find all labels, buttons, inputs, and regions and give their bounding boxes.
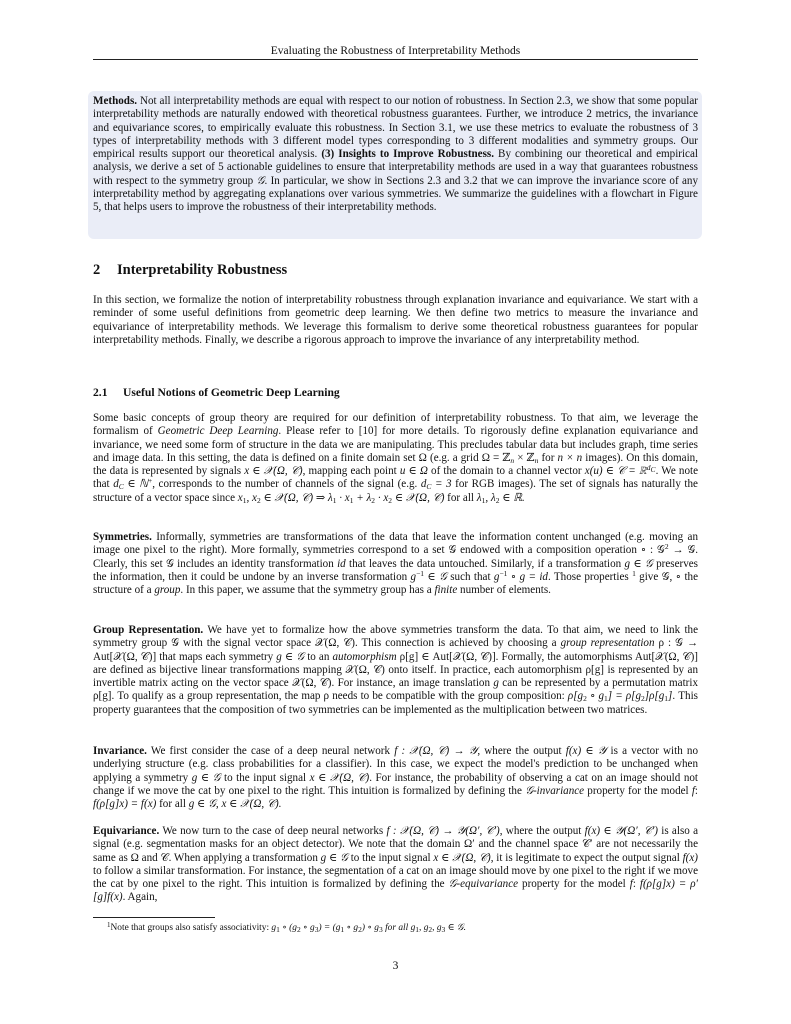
math: ) ∘ g [361,923,379,933]
paragraph-invariance [93,745,698,811]
math: n × n [557,451,583,464]
math: f(x) ∈ 𝒴 [565,745,607,757]
text: → 𝒢. Clearly, this set 𝒢 includes an identity transformation [93,544,698,570]
math: id [539,570,548,583]
text: is a vector with no underlying structure (e.g. class probabilities for a classifier). In this case, we expect the model's prediction to be unchanged when applying a symmetry [93,745,699,784]
math: ∈ 𝒢. [445,923,466,933]
text: to the input signal [220,771,310,784]
math: 2 [664,542,669,552]
text: that leaves the data untouched. Similarly, if a transformation [345,557,625,570]
paragraph-group-representation [93,624,698,717]
paragraph-symmetries [93,531,698,597]
text: for RGB images). The set of signals has naturally the structure of a vector space since [93,478,698,504]
text: , corresponds to the number of channels of the signal (e.g. [152,478,421,491]
text: property for the model [584,784,692,797]
text: to an [304,650,333,663]
paragraph-equivariance [93,825,698,905]
math: · x [336,491,350,504]
text: Informally, symmetries are transformations of the data that leave the information content unchanged (e.g. moving an image one pixel to the right). More formally, symmetries correspond to a set 𝒢 endowed with a composition operation ∘ : 𝒢 [93,531,698,557]
paragraph-basic-concepts [93,412,698,505]
text: to follow a similar transformation. For instance, the segmentation of a cat on an image should move by one pixel to the right if we move the cat by one pixel to the right. This intuition is formalized by defining the [93,864,698,891]
math: ∈ ℕ [123,478,148,491]
math: ] [668,690,673,703]
math: g ∈ 𝒢 [191,771,221,784]
math: g [271,923,277,933]
highlight-paragraph [93,95,698,215]
math: 2 [583,694,587,704]
text: , where the output [499,825,585,837]
math: d [113,478,119,491]
math: x [237,491,243,504]
insights-label: (3) Insights to Improve Robustness. [321,148,495,161]
text-italic: group [154,584,181,597]
math: 2 [371,495,376,505]
text-italic: 𝒢-equivariance [448,878,519,891]
math: ∘ (g [279,923,297,933]
math: 2 [256,495,261,505]
math: f [629,878,633,891]
page-number: 3 [392,960,399,972]
text: give 𝒢, ∘ the structure of a [93,570,698,597]
footnote [107,922,698,934]
math: −1 [499,568,508,578]
math: d [420,478,427,491]
text: We first consider the case of a deep neural network [146,745,395,757]
insights-text-2: . In particular, we show in Sections 2.3 and 3.2 that we can improve the invariance score of any interpretability method by aggregating explanations over various symmetries. We summarize the guidelines with a flowchart in Figure 5, that helps users to improve the robustness of their interpretability methods. [93,174,698,214]
text: for [538,451,558,464]
math: λ [476,491,482,504]
math: ) = (g [318,923,341,933]
text: . Those properties [547,570,633,583]
math: ∈ 𝒳(Ω, 𝒞) ⇒ λ [260,491,333,504]
math: g ∈ 𝒢 [624,557,653,570]
subsection-title: Useful Notions of Geometric Deep Learning [123,386,340,399]
math: u ∈ Ω [399,465,428,478]
text: for all [444,491,477,504]
text-italic: group representation [560,637,655,650]
math: d [646,463,651,473]
math: 1 [349,495,354,505]
math: f(ρ[g]x) = f(x) [93,798,157,811]
math: , g [432,923,442,933]
footnote-mark: 1 [107,921,111,929]
text: We now turn to the case of deep neural networks [159,825,387,837]
math: C [118,482,124,492]
math: for all g [382,923,416,933]
math: g [493,570,500,583]
math: 2 [388,495,393,505]
math: −1 [416,568,425,578]
math: x ∈ 𝒳(Ω, 𝒞) [433,851,491,864]
math: ∈ ℝ. [499,491,525,504]
math: f(x) ∈ 𝒴(Ω′, 𝒞′) [584,825,658,837]
footnote-text: Note that groups also satisfy associativity: [110,923,272,933]
math: x ∈ 𝒳(Ω, 𝒞) [244,465,303,478]
paragraph-label: Group Representation. [93,624,204,636]
methods-text: Not all interpretability methods are equal with respect to our notion of robustness. In Section 2.3, we show that some popular interpretability methods are naturally endowed with theoretical robustness guarantees. Further, we introduce 2 metrics, the invariance and equivariance scores, to empirically evaluate this robustness. In Section 3.1, we use these metrics to evaluate the robustness of 3 types of interpretability methods with 3 different model types corresponding to 3 different modalities and symmetry groups. Our empirical results support our theoretical analysis. [93,95,698,161]
text-italic: Geometric Deep Learning [157,425,279,438]
insights-text-1: By combining our theoretical and empirical analysis, we derive a set of 5 actionable guidelines to ensure that interpretability methods are used in a way that guarantees robustness with respect to the symmetry group [93,148,698,187]
text: × ℤ [514,451,535,464]
math: C [650,465,656,475]
text-italic: 𝒢-invariance [525,784,585,797]
math: ]ρ[g [644,690,665,703]
math: n [534,455,539,465]
text: to the input signal [347,851,434,864]
math: f [691,784,695,797]
math: 1 [481,495,486,505]
math: 2 [495,495,500,505]
math: g [410,570,417,583]
text: Some basic concepts of group theory are required for our definition of interpretability robustness. To that aim, we leverage the formalism of [93,412,698,438]
math: g ∈ 𝒢 [276,650,305,663]
text-italic: finite [434,584,458,597]
text: can be represented by a permutation matrix ρ[g]. To qualify as a group representation, the map ρ needs to be compatible with the group composition: [93,677,698,703]
section-number: 2 [93,262,101,278]
math: 3 [314,925,319,934]
paragraph-label: Invariance. [93,745,147,757]
text: for all [156,798,189,811]
text-italic: id [337,557,346,570]
text: . In this paper, we assume that the symmetry group has a [180,584,435,597]
footnote-mark: 1 [632,568,636,578]
math: ] = ρ[g [607,690,642,703]
text: We have yet to formalize how the above symmetries transform the data. To that aim, we need to link the symmetry group 𝒢 with the signal vector space 𝒳(Ω, 𝒞). This connection is achieved by choosing a [93,624,698,650]
math: 1 [276,925,280,934]
text: ρ : 𝒢 → Aut[𝒳(Ω, 𝒞)] that maps each symmetry [93,637,699,663]
math: f(x) [682,851,698,864]
math: g ∈ 𝒢, x ∈ 𝒳(Ω, 𝒞). [188,798,282,811]
text: . Again, [122,891,158,904]
math: g ∈ 𝒢 [320,851,348,864]
text: : [632,878,640,891]
text: , it is legitimate to expect the output signal [490,851,683,864]
insights-group: 𝒢 [256,174,265,187]
text: . Please refer to [10] for more details. To rigorously define explanation equivariance and invariance, we need some form of structure in the data we are manipulating. This precludes tabular data but includes graph, time series and image data. In this setting, the data is defined on a finite domain set Ω (e.g. a grid Ω = ℤ [93,425,699,464]
text: of the domain to a channel vector [427,465,585,478]
math: 3 [441,925,446,934]
text: images). On this domain, the data is represented by signals [93,451,698,478]
math: 1 [340,925,345,934]
math: C [426,482,432,492]
footnote-rule [93,917,215,918]
math: 1 [415,925,420,934]
text: preserves the information, then it could be undone by an inverse transformation [93,557,698,583]
text: such that [446,570,494,583]
math: 1 [604,694,608,704]
math: 2 [428,925,433,934]
text: . For instance, the probability of observing a cat on an image should not change if we move the cat by one pixel to the right. This intuition is formalized by defining the [93,771,698,797]
section-title: Interpretability Robustness [117,262,288,278]
math: 2 [641,694,645,704]
math: f(ρ[g]x) = ρ′[g]f(x) [93,878,698,904]
math: x ∈ 𝒳(Ω, 𝒞) [309,771,370,784]
subsection-heading [93,386,698,400]
math: ∘ g = [507,570,540,583]
text: : [694,784,698,797]
text: number of elements. [457,584,551,597]
header-rule [93,59,698,60]
paragraph-label: Equivariance. [93,825,160,837]
text: . This property guarantees that the composition of two symmetries can be implemented as the multiplication between two matrices. [93,690,698,716]
section-intro [93,294,698,347]
math: 2 [358,925,362,934]
math: + λ [353,491,372,504]
math: · x [375,491,389,504]
math: n [510,455,515,465]
text: , where the output [477,745,566,757]
section-heading [93,262,698,279]
text: . We note that [93,465,698,491]
math: + [147,476,153,486]
running-head: Evaluating the Robustness of Interpretability Methods [270,45,521,57]
math: ∘ g [586,690,605,703]
math: ∈ 𝒢 [424,570,447,583]
math: ρ[g [567,690,584,703]
math: 3 [378,925,383,934]
math: ∈ 𝒳(Ω, 𝒞) [392,491,445,504]
subsection-number: 2.1 [93,386,108,399]
math: 1 [242,495,247,505]
methods-label: Methods. [93,95,138,107]
text-italic: automorphism [332,650,397,663]
math: ∘ g [300,923,315,933]
math: f : 𝒳(Ω, 𝒞) → 𝒴 [394,745,478,757]
math: , x [246,491,257,504]
math: = 3 [431,478,452,491]
math: ∘ g [344,923,359,933]
math: g [493,677,499,690]
section-intro-text: In this section, we formalize the notion of interpretability robustness through explanation invariance and equivariance. We start with a reminder of some useful definitions from geometric deep learning. We then define two metrics to measure the invariance and equivariance of interpretability methods. We leverage this formalism to derive some theoretical robustness guarantees for popular interpretability methods. Finally, we describe a rigorous approach to improve the invariance of any interpretability method. [93,294,698,346]
math: 2 [296,925,301,934]
text: property for the model [518,878,630,891]
text: , mapping each point [302,465,400,478]
math: 1 [332,495,337,505]
math: 1 [664,694,669,704]
math: f : 𝒳(Ω, 𝒞) → 𝒴(Ω′, 𝒞′) [386,825,500,837]
text: ρ[g] ∈ Aut[𝒳(Ω, 𝒞)]. Formally, the automorphisms Aut[𝒳(Ω, 𝒞)] are defined as bijective linear transformations mapping 𝒳(Ω, 𝒞) onto itself. In practice, each automorphism ρ[g] is represented by an invertible matrix acting on the vector space 𝒳(Ω, 𝒞). For instance, an image translation [93,650,698,690]
paragraph-label: Symmetries. [93,531,152,543]
text: is also a signal (e.g. segmentation masks for an object detector). We note that the domain Ω′ and the channel space 𝒞′ are not necessarily the same as Ω and 𝒞. When applying a transformation [93,825,699,864]
math: , g [419,923,429,933]
math: , λ [485,491,496,504]
math: x(u) ∈ 𝒞 = ℝ [584,465,647,478]
